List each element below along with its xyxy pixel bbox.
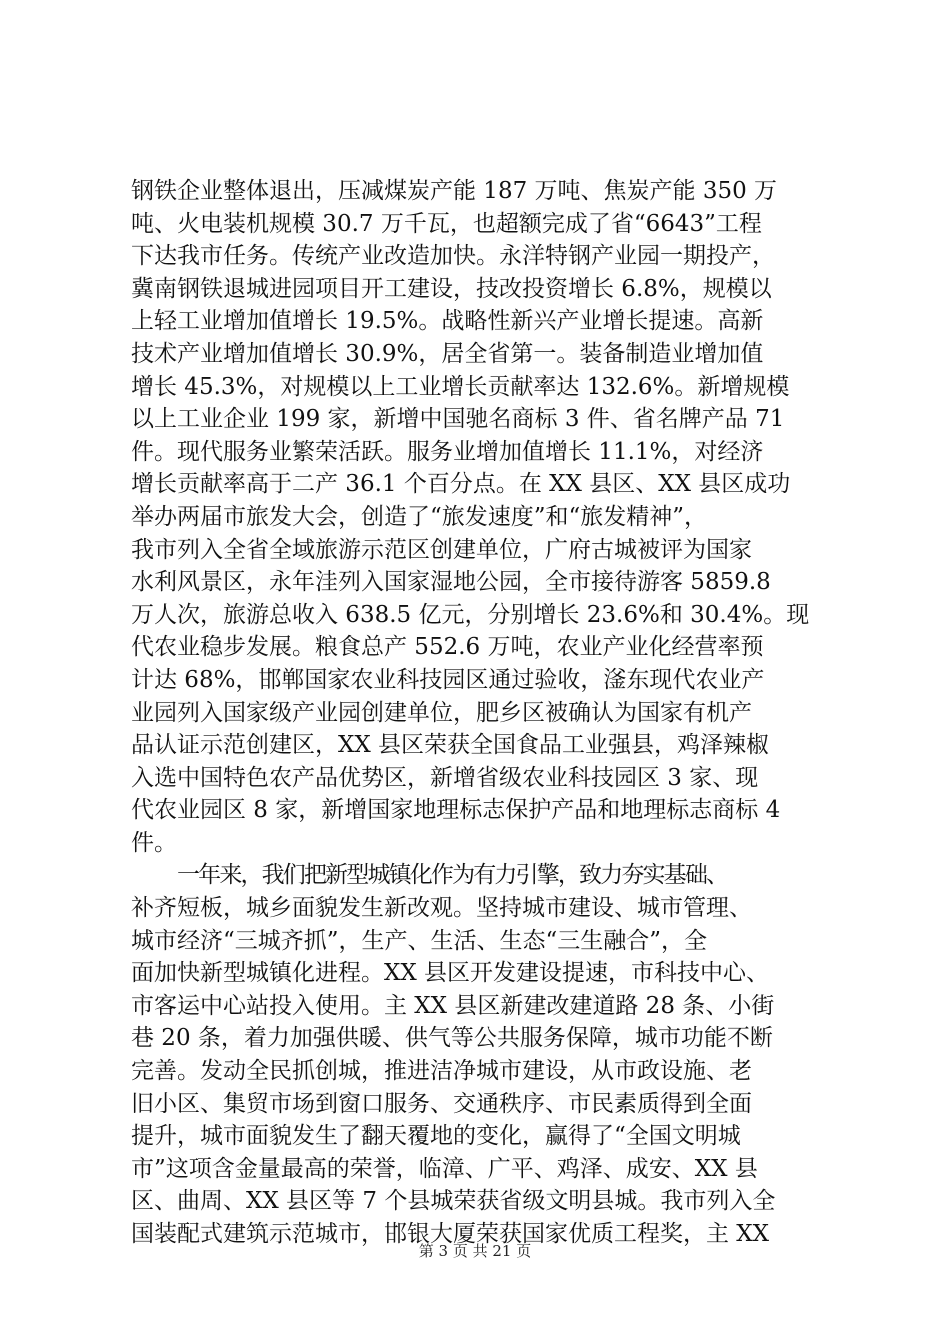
text-line: 我市列入全省全域旅游示范区创建单位，广府古城被评为国家 <box>131 536 752 563</box>
text-line: 万人次，旅游总收入 638.5 亿元，分别增长 23.6%和 30.4%。现 <box>131 601 810 628</box>
text-line: 业园列入国家级产业园创建单位，肥乡区被确认为国家有机产 <box>131 699 752 726</box>
text-line: 以上工业企业 199 家，新增中国驰名商标 3 件、省名牌产品 71 <box>131 406 785 433</box>
text-line: 城市经济“三城齐抓”，生产、生活、生态“三生融合”，全 <box>131 927 708 954</box>
text-line: 补齐短板，城乡面貌发生新改观。坚持城市建设、城市管理、 <box>131 895 752 922</box>
text-line: 品认证示范创建区，XX 县区荣获全国食品工业强县，鸡泽辣椒 <box>131 732 770 759</box>
text-line: 完善。发动全民抓创城，推进洁净城市建设，从市政设施、老 <box>131 1058 752 1085</box>
text-line: 下达我市任务。传统产业改造加快。永洋特钢产业园一期投产， <box>131 243 775 270</box>
text-line: 吨、火电装机规模 30.7 万千瓦，也超额完成了省“6643”工程 <box>131 210 762 237</box>
text-line: 市”这项含金量最高的荣誉，临漳、广平、鸡泽、成安、XX 县 <box>131 1155 758 1182</box>
text-line: 增长 45.3%，对规模以上工业增长贡献率达 132.6%。新增规模 <box>131 373 790 400</box>
text-line: 技术产业增加值增长 30.9%，居全省第一。装备制造业增加值 <box>131 340 764 367</box>
page-footer: 第 3 页 共 21 页 <box>418 1242 532 1260</box>
text-line: 代农业园区 8 家，新增国家地理标志保护产品和地理标志商标 4 <box>131 797 781 824</box>
text-line: 区、曲周、XX 县区等 7 个县城荣获省级文明县城。我市列入全 <box>131 1188 776 1215</box>
text-line: 提升，城市面貌发生了翻天覆地的变化，赢得了“全国文明城 <box>131 1123 741 1150</box>
text-line: 入选中国特色农产品优势区，新增省级农业科技园区 3 家、现 <box>131 764 759 791</box>
text-line: 计达 68%，邯郸国家农业科技园区通过验收，滏东现代农业产 <box>131 666 765 693</box>
text-line: 面加快新型城镇化进程。XX 县区开发建设提速，市科技中心、 <box>131 960 770 987</box>
text-line: 件。现代服务业繁荣活跃。服务业增加值增长 11.1%，对经济 <box>131 438 764 465</box>
text-line: 一年来，我们把新型城镇化作为有力引擎，致力夯实基础、 <box>177 862 728 889</box>
text-line: 举办两届市旅发大会，创造了“旅发速度”和“旅发精神”， <box>131 503 708 530</box>
text-line: 增长贡献率高于二产 36.1 个百分点。在 XX 县区、XX 县区成功 <box>131 471 791 498</box>
text-line: 代农业稳步发展。粮食总产 552.6 万吨，农业产业化经营率预 <box>131 634 764 661</box>
text-line: 国装配式建筑示范城市，邯银大厦荣获国家优质工程奖，主 XX <box>131 1221 770 1247</box>
text-line: 件。 <box>131 829 177 856</box>
text-line: 巷 20 条，着力加强供暖、供气等公共服务保障，城市功能不断 <box>131 1025 773 1052</box>
text-line: 市客运中心站投入使用。主 XX 县区新建改建道路 28 条、小街 <box>131 992 775 1019</box>
text-line: 上轻工业增加值增长 19.5%。战略性新兴产业增长提速。高新 <box>131 308 764 335</box>
text-line: 旧小区、集贸市场到窗口服务、交通秩序、市民素质得到全面 <box>131 1090 752 1117</box>
text-line: 钢铁企业整体退出，压减煤炭产能 187 万吨、焦炭产能 350 万 <box>131 178 778 204</box>
text-line: 冀南钢铁退城进园项目开工建设，技改投资增长 6.8%，规模以 <box>131 275 772 302</box>
text-line: 水利风景区，永年洼列入国家湿地公园，全市接待游客 5859.8 <box>131 569 771 596</box>
body-text <box>131 175 831 1251</box>
